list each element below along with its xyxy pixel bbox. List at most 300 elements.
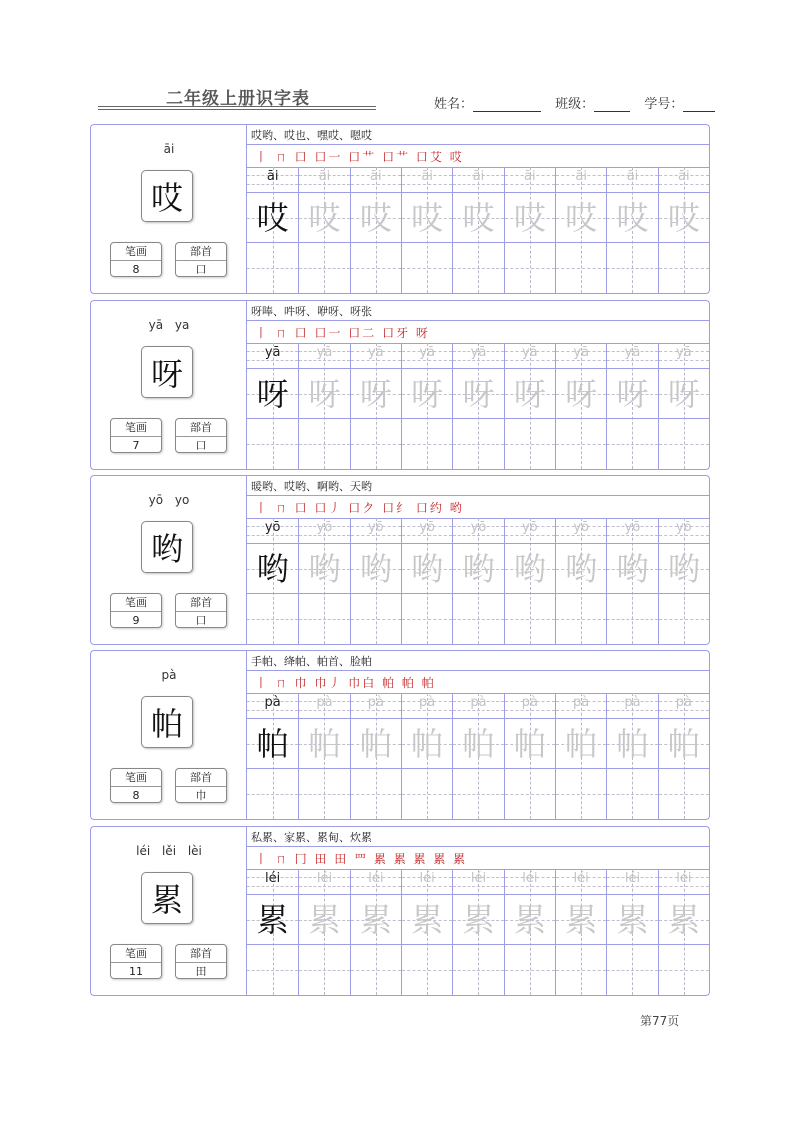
writing-cell[interactable] (505, 544, 555, 594)
writing-cell[interactable] (607, 193, 657, 243)
id-field[interactable] (644, 93, 715, 112)
practice-area (247, 301, 709, 469)
practice-column[interactable] (401, 343, 452, 469)
writing-cell[interactable] (659, 719, 709, 769)
pinyin-cell[interactable] (351, 343, 401, 369)
pinyin-cell[interactable] (402, 167, 452, 193)
writing-cell[interactable] (659, 193, 709, 243)
stroke-count-label: 笔画 (111, 243, 161, 261)
pinyin-trace: yā (419, 345, 435, 360)
pinyin-cell[interactable] (351, 518, 401, 544)
character-trace: 哎 (616, 199, 649, 237)
guide-line (299, 268, 349, 269)
character-trace: 呀 (616, 375, 649, 413)
blank-writing-cell[interactable] (351, 594, 401, 644)
pinyin-cell[interactable] (505, 869, 555, 895)
character-card (91, 651, 247, 819)
pinyin-trace: pà (470, 695, 487, 710)
character-trace: 哎 (667, 199, 700, 237)
practice-column[interactable] (606, 167, 657, 293)
writing-cell[interactable] (247, 369, 298, 419)
blank-writing-cell[interactable] (453, 945, 503, 995)
character-trace: 呀 (411, 375, 444, 413)
guide-line (505, 886, 555, 887)
blank-writing-cell[interactable] (402, 243, 452, 293)
pinyin-cell[interactable] (299, 518, 349, 544)
pinyin-cell[interactable] (402, 693, 452, 719)
guide-line (299, 184, 349, 185)
character-card (91, 301, 247, 469)
practice-column[interactable] (504, 693, 555, 819)
pinyin-cell[interactable] (247, 869, 298, 895)
pinyin-cell[interactable] (247, 518, 298, 544)
stroke-count-box (110, 768, 162, 803)
practice-column[interactable] (452, 693, 503, 819)
character-card (91, 827, 247, 995)
guide-line (659, 886, 709, 887)
guide-line (556, 184, 606, 185)
writing-cell[interactable] (247, 193, 298, 243)
writing-cell[interactable] (659, 544, 709, 594)
pinyin-cell[interactable] (453, 869, 503, 895)
blank-writing-cell[interactable] (402, 945, 452, 995)
blank-writing-cell[interactable] (659, 419, 709, 469)
blank-writing-cell[interactable] (659, 243, 709, 293)
blank-writing-cell[interactable] (505, 243, 555, 293)
practice-column[interactable] (247, 167, 298, 293)
pinyin-cell[interactable] (402, 343, 452, 369)
writing-cell[interactable] (556, 895, 606, 945)
guide-line (247, 886, 298, 887)
radical-label: 部首 (176, 769, 226, 787)
writing-cell[interactable] (351, 193, 401, 243)
guide-line (505, 619, 555, 620)
name-blank[interactable] (473, 97, 541, 112)
writing-cell[interactable] (607, 719, 657, 769)
pinyin-cell[interactable] (556, 869, 606, 895)
practice-column[interactable] (658, 343, 709, 469)
guide-line (299, 619, 349, 620)
blank-writing-cell[interactable] (659, 945, 709, 995)
guide-line (247, 710, 298, 711)
practice-column[interactable] (658, 693, 709, 819)
character-trace: 哟 (513, 550, 546, 588)
guide-line (607, 268, 657, 269)
pinyin-cell[interactable] (659, 343, 709, 369)
pinyin-trace: léi (573, 871, 589, 886)
writing-cell[interactable] (505, 369, 555, 419)
writing-cell[interactable] (247, 544, 298, 594)
pinyin-cell[interactable] (299, 343, 349, 369)
practice-column[interactable] (298, 693, 349, 819)
pinyin-cell[interactable] (556, 343, 606, 369)
blank-writing-cell[interactable] (351, 243, 401, 293)
practice-column[interactable] (350, 343, 401, 469)
pinyin-cell[interactable] (351, 167, 401, 193)
guide-line (351, 184, 401, 185)
blank-writing-cell[interactable] (299, 945, 349, 995)
pinyin-cell[interactable] (402, 869, 452, 895)
radical-label: 部首 (176, 594, 226, 612)
pinyin-cell[interactable] (505, 343, 555, 369)
pinyin-cell[interactable] (351, 869, 401, 895)
blank-writing-cell[interactable] (659, 769, 709, 819)
practice-column[interactable] (350, 518, 401, 644)
blank-writing-cell[interactable] (556, 419, 606, 469)
pinyin-cell[interactable] (607, 869, 657, 895)
stroke-count-label: 笔画 (111, 945, 161, 963)
character-trace: 帕 (462, 725, 495, 763)
practice-column[interactable] (298, 518, 349, 644)
character-trace: 哟 (616, 550, 649, 588)
writing-cell[interactable] (402, 193, 452, 243)
guide-line (402, 710, 452, 711)
writing-cell[interactable] (453, 544, 503, 594)
pinyin-trace: léi (419, 871, 435, 886)
writing-cell[interactable] (659, 369, 709, 419)
writing-cell[interactable] (453, 719, 503, 769)
character-section (90, 124, 710, 294)
pinyin-cell[interactable] (299, 869, 349, 895)
guide-line (247, 360, 298, 361)
practice-grid (247, 693, 709, 819)
blank-writing-cell[interactable] (659, 594, 709, 644)
practice-column[interactable] (452, 343, 503, 469)
practice-column[interactable] (401, 693, 452, 819)
character-trace: 呀 (308, 375, 341, 413)
id-label: 学号： (644, 97, 684, 112)
practice-column[interactable] (658, 518, 709, 644)
practice-column[interactable] (658, 167, 709, 293)
blank-writing-cell[interactable] (299, 769, 349, 819)
practice-column[interactable] (350, 869, 401, 995)
pinyin-cell[interactable] (453, 343, 503, 369)
pinyin-trace: léi (676, 871, 692, 886)
pinyin-trace: yā (675, 345, 692, 360)
guide-line (659, 710, 709, 711)
practice-column[interactable] (350, 167, 401, 293)
guide-line (402, 794, 452, 795)
blank-writing-cell[interactable] (607, 419, 657, 469)
character-trace: 帕 (565, 725, 598, 763)
pinyin-trace: yō (675, 520, 692, 535)
pinyin-cell[interactable] (607, 343, 657, 369)
blank-writing-cell[interactable] (607, 769, 657, 819)
guide-line (607, 444, 657, 445)
writing-cell[interactable] (299, 719, 349, 769)
practice-column[interactable] (247, 518, 298, 644)
practice-column[interactable] (606, 518, 657, 644)
character-section (90, 300, 710, 470)
writing-cell[interactable] (453, 895, 503, 945)
writing-cell[interactable] (505, 193, 555, 243)
pinyin-cell[interactable] (247, 167, 298, 193)
character-pinyin: léi lěi lèi (136, 844, 202, 858)
page-title: 二年级上册识字表 (166, 89, 310, 109)
writing-cell[interactable] (607, 369, 657, 419)
blank-writing-cell[interactable] (402, 419, 452, 469)
guide-line (299, 970, 349, 971)
radical-box (175, 418, 227, 453)
practice-column[interactable] (452, 167, 503, 293)
class-blank[interactable] (594, 97, 630, 112)
writing-cell[interactable] (402, 719, 452, 769)
character-trace: 哎 (513, 199, 546, 237)
writing-cell[interactable] (351, 719, 401, 769)
character-trace: 帕 (411, 725, 444, 763)
guide-line (299, 535, 349, 536)
practice-column[interactable] (555, 869, 606, 995)
practice-column[interactable] (298, 869, 349, 995)
pinyin-cell[interactable] (247, 693, 298, 719)
writing-cell[interactable] (247, 719, 298, 769)
blank-writing-cell[interactable] (453, 769, 503, 819)
character-trace: 哎 (565, 199, 598, 237)
guide-line (402, 886, 452, 887)
title-underline (98, 109, 376, 110)
writing-cell[interactable] (299, 895, 349, 945)
pinyin-trace: yō (316, 520, 333, 535)
practice-grid (247, 167, 709, 293)
pinyin-cell[interactable] (402, 518, 452, 544)
stroke-order: 丨 ㄇ 巾 巾丿 巾白 帕 帕 帕 (255, 676, 436, 690)
practice-column[interactable] (452, 869, 503, 995)
guide-line (351, 970, 401, 971)
blank-writing-cell[interactable] (299, 243, 349, 293)
guide-line (607, 619, 657, 620)
pinyin-cell[interactable] (607, 518, 657, 544)
pinyin-cell[interactable] (505, 693, 555, 719)
blank-writing-cell[interactable] (505, 769, 555, 819)
practice-column[interactable] (555, 167, 606, 293)
blank-writing-cell[interactable] (402, 594, 452, 644)
guide-line (659, 970, 709, 971)
guide-line (607, 886, 657, 887)
blank-writing-cell[interactable] (453, 419, 503, 469)
writing-cell[interactable] (556, 719, 606, 769)
writing-cell[interactable] (299, 193, 349, 243)
guide-line (659, 360, 709, 361)
pinyin-cell[interactable] (659, 869, 709, 895)
pinyin-cell[interactable] (299, 693, 349, 719)
example-words: 呀唪、吽呀、咿呀、呀张 (251, 305, 372, 318)
practice-column[interactable] (555, 518, 606, 644)
pinyin-cell[interactable] (453, 693, 503, 719)
pinyin-trace: yō (419, 520, 435, 535)
pinyin-trace: pà (521, 695, 538, 710)
pinyin-cell[interactable] (607, 693, 657, 719)
practice-column[interactable] (452, 518, 503, 644)
guide-line (299, 360, 349, 361)
class-field[interactable] (555, 93, 630, 112)
blank-writing-cell[interactable] (505, 594, 555, 644)
blank-writing-cell[interactable] (556, 594, 606, 644)
guide-line (247, 794, 298, 795)
character-trace: 哎 (462, 199, 495, 237)
writing-cell[interactable] (402, 369, 452, 419)
practice-column[interactable] (298, 167, 349, 293)
character-trace: 呀 (462, 375, 495, 413)
guide-line (351, 444, 401, 445)
practice-column[interactable] (247, 693, 298, 819)
writing-cell[interactable] (556, 544, 606, 594)
writing-cell[interactable] (402, 544, 452, 594)
practice-column[interactable] (606, 869, 657, 995)
practice-column[interactable] (504, 518, 555, 644)
writing-cell[interactable] (299, 544, 349, 594)
pinyin-cell[interactable] (659, 693, 709, 719)
practice-column[interactable] (298, 343, 349, 469)
pinyin-cell[interactable] (247, 343, 298, 369)
writing-cell[interactable] (247, 895, 298, 945)
practice-grid (247, 869, 709, 995)
blank-writing-cell[interactable] (505, 945, 555, 995)
guide-line (505, 268, 555, 269)
practice-column[interactable] (401, 167, 452, 293)
practice-column[interactable] (555, 343, 606, 469)
practice-column[interactable] (247, 343, 298, 469)
character-trace: 呀 (513, 375, 546, 413)
character-trace: 哎 (308, 199, 341, 237)
pinyin-trace: pà (624, 695, 641, 710)
blank-writing-cell[interactable] (247, 945, 298, 995)
guide-line (453, 360, 503, 361)
blank-writing-cell[interactable] (299, 594, 349, 644)
character-trace: 哟 (308, 550, 341, 588)
writing-cell[interactable] (607, 895, 657, 945)
character-pinyin: pà (161, 668, 177, 682)
practice-column[interactable] (606, 343, 657, 469)
pinyin-cell[interactable] (453, 518, 503, 544)
writing-cell[interactable] (351, 544, 401, 594)
name-field[interactable] (434, 93, 541, 112)
character-trace: 呀 (359, 375, 392, 413)
blank-writing-cell[interactable] (247, 594, 298, 644)
blank-writing-cell[interactable] (556, 243, 606, 293)
blank-writing-cell[interactable] (505, 419, 555, 469)
writing-cell[interactable] (505, 719, 555, 769)
blank-writing-cell[interactable] (351, 769, 401, 819)
pinyin-cell[interactable] (607, 167, 657, 193)
writing-cell[interactable] (453, 193, 503, 243)
pinyin-cell[interactable] (505, 167, 555, 193)
pinyin-cell[interactable] (659, 518, 709, 544)
practice-column[interactable] (504, 343, 555, 469)
guide-line (351, 535, 401, 536)
guide-line (607, 184, 657, 185)
pinyin-cell[interactable] (299, 167, 349, 193)
id-blank[interactable] (683, 97, 715, 112)
blank-writing-cell[interactable] (247, 419, 298, 469)
blank-writing-cell[interactable] (351, 419, 401, 469)
guide-line (556, 360, 606, 361)
practice-column[interactable] (350, 693, 401, 819)
practice-column[interactable] (504, 167, 555, 293)
radical-label: 部首 (176, 945, 226, 963)
practice-column[interactable] (401, 518, 452, 644)
writing-cell[interactable] (556, 369, 606, 419)
pinyin-cell[interactable] (453, 167, 503, 193)
practice-area (247, 476, 709, 644)
pinyin-trace: yō (521, 520, 538, 535)
character-trace: 呀 (256, 375, 289, 413)
character-trace: 帕 (667, 725, 700, 763)
writing-cell[interactable] (402, 895, 452, 945)
pinyin-trace: āi (678, 169, 690, 184)
stroke-order: 丨 ㄇ 口 口丿 口ク 口纟 口约 哟 (255, 501, 464, 515)
guide-line (556, 970, 606, 971)
pinyin-trace: yō (624, 520, 641, 535)
blank-writing-cell[interactable] (453, 594, 503, 644)
blank-writing-cell[interactable] (247, 243, 298, 293)
character-trace: 哟 (411, 550, 444, 588)
writing-cell[interactable] (299, 369, 349, 419)
blank-writing-cell[interactable] (453, 243, 503, 293)
pinyin-cell[interactable] (556, 167, 606, 193)
pinyin-cell[interactable] (556, 518, 606, 544)
character-trace: 哟 (359, 550, 392, 588)
pinyin-cell[interactable] (505, 518, 555, 544)
guide-line (247, 444, 298, 445)
writing-cell[interactable] (659, 895, 709, 945)
character-trace: 累 (565, 901, 598, 939)
practice-column[interactable] (401, 869, 452, 995)
character-trace: 累 (513, 901, 546, 939)
guide-line (453, 444, 503, 445)
practice-column[interactable] (606, 693, 657, 819)
blank-writing-cell[interactable] (607, 594, 657, 644)
pinyin-trace: pà (675, 695, 692, 710)
character-trace: 哟 (667, 550, 700, 588)
pinyin-cell[interactable] (659, 167, 709, 193)
guide-line (505, 970, 555, 971)
guide-line (659, 794, 709, 795)
blank-writing-cell[interactable] (556, 769, 606, 819)
character-display: 哎 (141, 170, 193, 222)
practice-column[interactable] (504, 869, 555, 995)
blank-writing-cell[interactable] (556, 945, 606, 995)
pinyin-cell[interactable] (556, 693, 606, 719)
guide-line (453, 886, 503, 887)
character-display: 哟 (141, 521, 193, 573)
pinyin-cell[interactable] (351, 693, 401, 719)
guide-line (299, 444, 349, 445)
guide-line (505, 360, 555, 361)
writing-cell[interactable] (607, 544, 657, 594)
practice-column[interactable] (658, 869, 709, 995)
blank-writing-cell[interactable] (607, 945, 657, 995)
blank-writing-cell[interactable] (351, 945, 401, 995)
writing-cell[interactable] (351, 895, 401, 945)
blank-writing-cell[interactable] (299, 419, 349, 469)
blank-writing-cell[interactable] (402, 769, 452, 819)
guide-line (556, 710, 606, 711)
writing-cell[interactable] (556, 193, 606, 243)
writing-cell[interactable] (453, 369, 503, 419)
blank-writing-cell[interactable] (607, 243, 657, 293)
pinyin-trace: léi (624, 871, 641, 886)
blank-writing-cell[interactable] (247, 769, 298, 819)
stroke-count-value: 9 (132, 614, 140, 627)
writing-cell[interactable] (351, 369, 401, 419)
guide-line (299, 886, 349, 887)
character-section (90, 826, 710, 996)
practice-column[interactable] (247, 869, 298, 995)
guide-line (453, 184, 503, 185)
practice-column[interactable] (555, 693, 606, 819)
guide-line (659, 535, 709, 536)
writing-cell[interactable] (505, 895, 555, 945)
